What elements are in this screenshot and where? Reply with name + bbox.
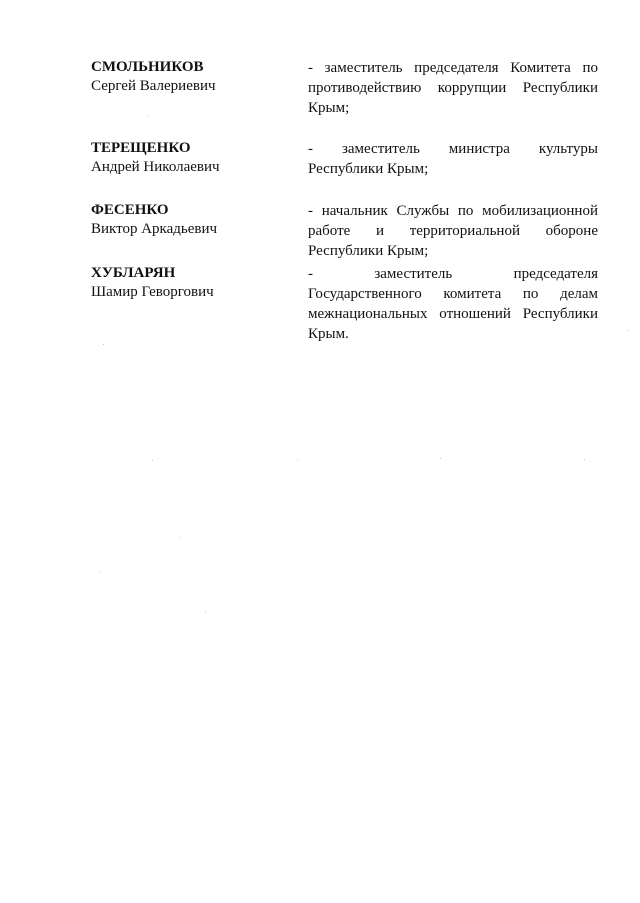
person-given-names: Сергей Валериевич (91, 78, 216, 94)
person-given-names: Андрей Николаевич (91, 159, 220, 175)
person-role (308, 139, 598, 179)
scan-speck (103, 344, 104, 345)
role-line: Республики Крым; (308, 161, 429, 177)
role-line: Республики Крым; (308, 243, 429, 259)
role-line: противодействию коррупции Республики (308, 80, 598, 96)
person-surname: СМОЛЬНИКОВ (91, 59, 204, 75)
person-given-names: Шамир Геворгович (91, 284, 214, 300)
scan-speck (100, 571, 101, 572)
scan-speck (205, 612, 206, 613)
person-surname: ФЕСЕНКО (91, 202, 169, 218)
person-given-names: Виктор Аркадьевич (91, 221, 218, 237)
role-line: - начальник Службы по мобилизационной (308, 203, 598, 219)
person-name-block (91, 264, 291, 302)
scan-speck (297, 460, 298, 461)
scan-speck (152, 460, 153, 461)
role-line: Крым. (308, 326, 349, 342)
role-line: - заместитель министра культуры (308, 141, 598, 157)
person-role (308, 201, 598, 261)
person-role (308, 58, 598, 118)
scan-speck (148, 115, 149, 116)
person-surname: ХУБЛАРЯН (91, 265, 176, 281)
scan-speck (627, 330, 628, 331)
scan-speck (584, 459, 585, 460)
role-line: Крым; (308, 100, 350, 116)
person-name-block (91, 201, 291, 239)
person-name-block (91, 58, 291, 96)
scan-speck (440, 458, 441, 459)
role-line: межнациональных отношений Республики (308, 306, 598, 322)
person-name-block (91, 139, 291, 177)
role-line: работе и территориальной обороне (308, 223, 598, 239)
role-line: Государственного комитета по делам (308, 286, 598, 302)
person-surname: ТЕРЕЩЕНКО (91, 140, 191, 156)
scan-speck (180, 537, 181, 538)
role-line: - заместитель председателя Комитета по (308, 60, 598, 76)
role-line: - заместитель председателя (308, 266, 598, 282)
person-role (308, 264, 598, 344)
